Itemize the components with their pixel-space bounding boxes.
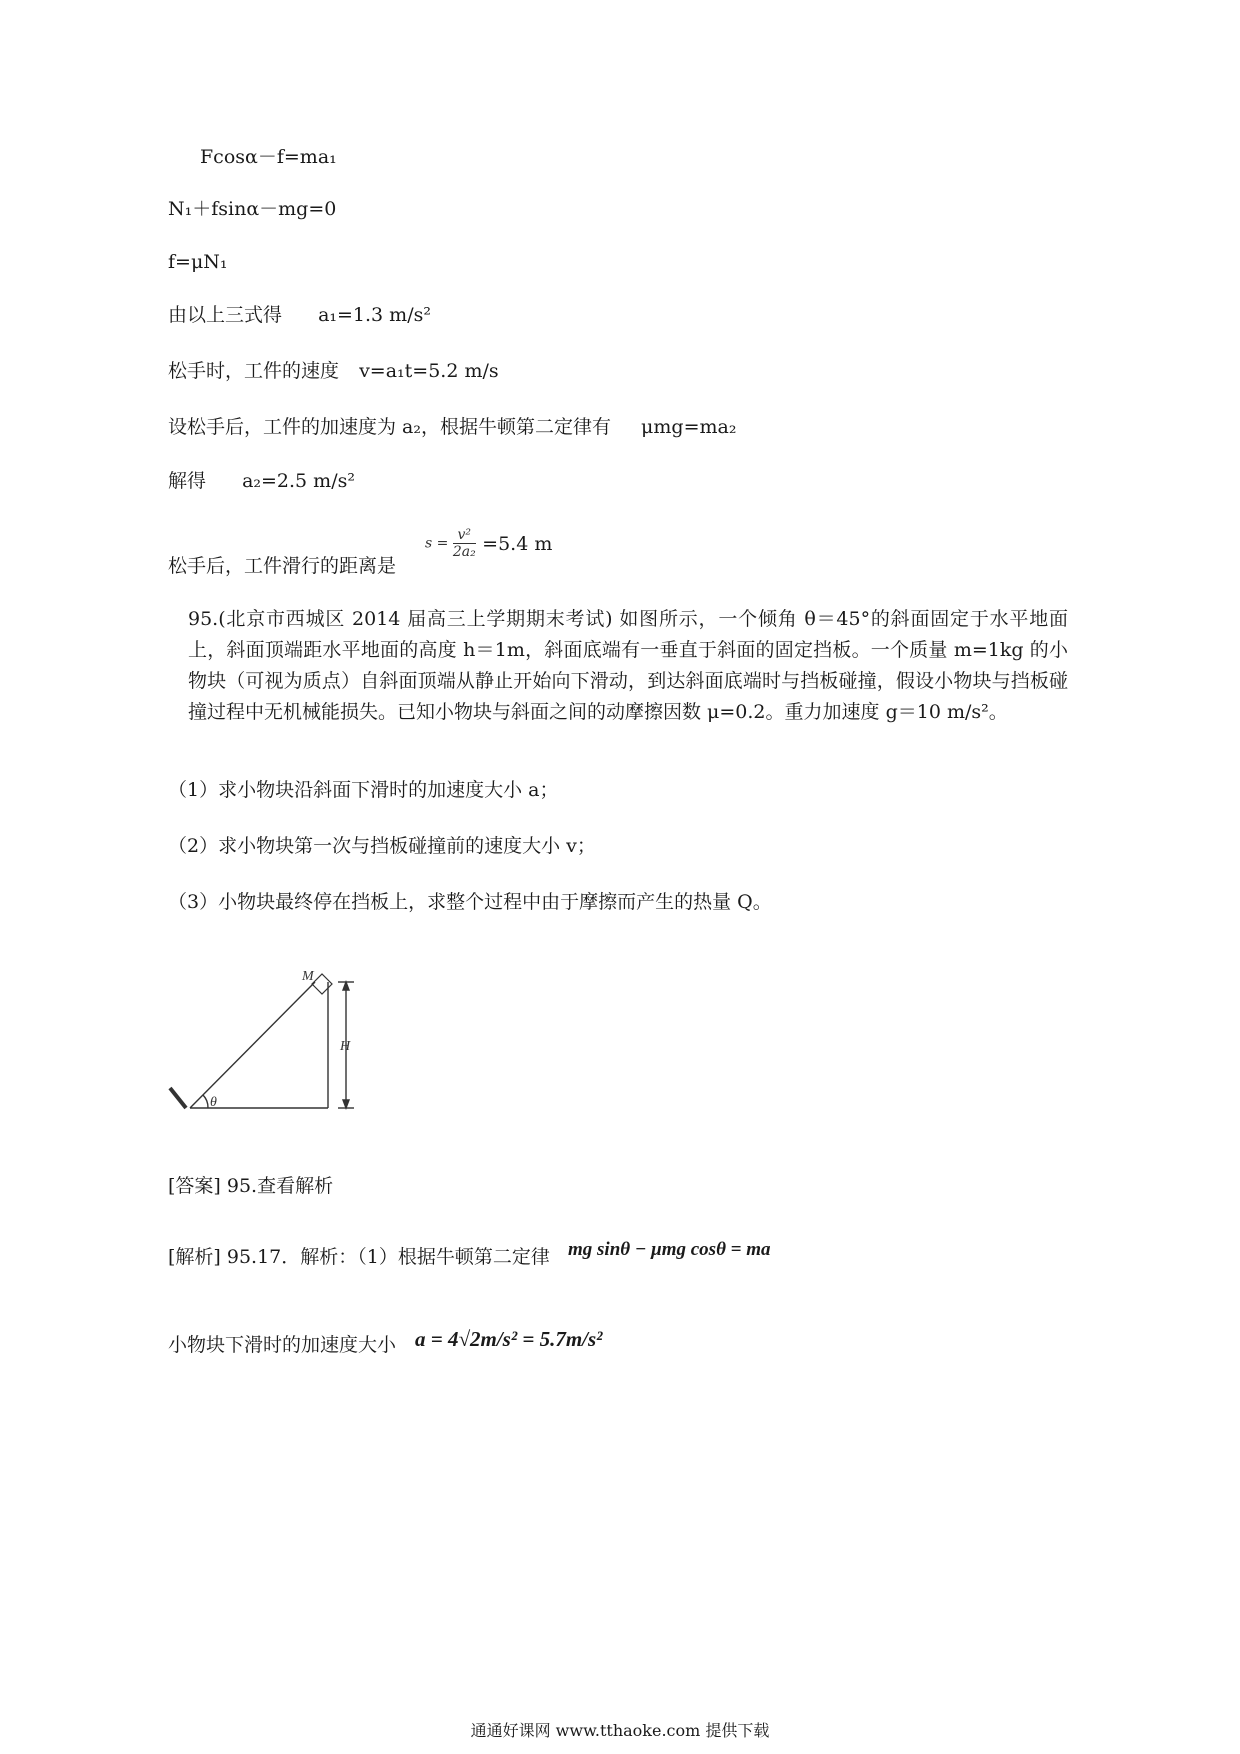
page-footer: 通通好课网 www.tthaoke.com 提供下载 xyxy=(470,1721,770,1740)
question-1: （1）求小物块沿斜面下滑时的加速度大小 a； xyxy=(168,779,559,801)
equation-vertical-balance: N₁＋fsinα－mg=0 xyxy=(168,198,337,220)
velocity-line xyxy=(168,357,499,385)
second-law-label: 设松手后，工件的加速度为 a₂，根据牛顿第二定律有 xyxy=(168,416,611,438)
accel-line xyxy=(168,1331,396,1359)
accel-label: 小物块下滑时的加速度大小 xyxy=(168,1334,397,1356)
fraction-denominator: 2a₂ xyxy=(452,544,476,560)
analysis-line xyxy=(168,1243,550,1271)
figure-label-h: H xyxy=(340,1039,351,1054)
distance-result: =5.4 m xyxy=(482,532,553,555)
distance-formula-lhs: s = xyxy=(425,535,449,552)
second-law-formula: μmg=ma₂ xyxy=(641,416,737,438)
answer-line: [答案] 95.查看解析 xyxy=(168,1175,334,1197)
incline-drawing xyxy=(170,974,354,1108)
velocity-formula: v=a₁t=5.2 m/s xyxy=(359,360,499,382)
figure-label-m: M xyxy=(302,969,314,984)
second-law-line xyxy=(168,413,736,441)
analysis-label: [解析] 95.17．解析：（1）根据牛顿第二定律 xyxy=(168,1246,550,1268)
accel-formula: a = 4√2m/s² = 5.7m/s² xyxy=(415,1327,603,1351)
velocity-label: 松手时，工件的速度 xyxy=(168,360,340,382)
result-a2-line xyxy=(168,467,355,495)
result-a1-line xyxy=(168,301,431,329)
distance-line xyxy=(168,552,396,580)
incline-figure xyxy=(160,960,380,1130)
question-2: （2）求小物块第一次与挡板碰撞前的速度大小 v； xyxy=(168,835,596,857)
newton-formula: mg sinθ − μmg cosθ = ma xyxy=(568,1239,771,1260)
result-a1-label: 由以上三式得 xyxy=(168,304,283,326)
result-a2-label: 解得 xyxy=(168,470,207,492)
problem-statement: 95.(北京市西城区 2014 届高三上学期期末考试) 如图所示，一个倾角 θ＝45°的斜面固定于水平地面上，斜面顶端距水平地面的高度 h＝1m，斜面底端有一垂直于斜面的固定挡板。一个质量 m=1kg 的小物块（可视为质点）自斜面顶端从静止开始向下滑动，到达斜面底端时与挡板碰撞，假设小物块与挡板碰撞过程中无机械能损失。已知小物块与斜面之间的动摩擦因数 μ=0.2。重力加速度 g＝10 m/s²。 xyxy=(188,608,1068,723)
equation-newton-horizontal: Fcosα－f=ma₁ xyxy=(200,146,337,168)
result-a2-formula: a₂=2.5 m/s² xyxy=(242,470,355,492)
figure-label-theta: θ xyxy=(210,1095,217,1110)
fraction-numerator: v² xyxy=(453,527,476,544)
question-3: （3）小物块最终停在挡板上，求整个过程中由于摩擦而产生的热量 Q。 xyxy=(168,891,772,913)
distance-label: 松手后，工件滑行的距离是 xyxy=(168,555,397,577)
equation-friction: f=μN₁ xyxy=(168,251,228,273)
distance-fraction xyxy=(453,527,476,560)
distance-formula xyxy=(425,527,552,560)
result-a1-formula: a₁=1.3 m/s² xyxy=(318,304,431,326)
